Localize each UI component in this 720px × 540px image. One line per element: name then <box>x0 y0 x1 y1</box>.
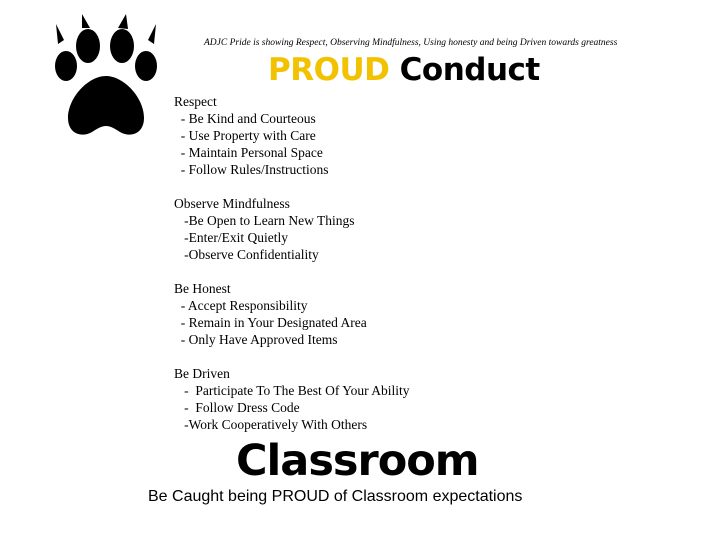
list-item: -Observe Confidentiality <box>174 247 319 262</box>
conduct-sections <box>174 93 534 450</box>
classroom-title: Classroom <box>236 436 479 486</box>
page-title <box>268 52 540 88</box>
paw-print-icon <box>52 14 160 140</box>
section-heading: Be Honest <box>174 281 231 296</box>
title-accent: PROUD <box>268 52 390 88</box>
list-item: -Enter/Exit Quietly <box>174 230 288 245</box>
section-be-driven <box>174 365 534 433</box>
list-item: - Follow Dress Code <box>174 400 300 415</box>
tagline: ADJC Pride is showing Respect, Observing Mindfulness, Using honesty and being Driven towards greatness <box>204 38 618 48</box>
list-item: - Accept Responsibility <box>174 298 308 313</box>
title-rest: Conduct <box>399 52 540 88</box>
list-item: - Participate To The Best Of Your Ability <box>174 383 410 398</box>
list-item: - Maintain Personal Space <box>174 145 323 160</box>
classroom-subtitle: Be Caught being PROUD of Classroom expectations <box>148 488 523 505</box>
section-heading: Be Driven <box>174 366 230 381</box>
list-item: - Follow Rules/Instructions <box>174 162 329 177</box>
section-be-honest <box>174 280 534 348</box>
section-heading: Observe Mindfulness <box>174 196 290 211</box>
section-respect <box>174 93 534 178</box>
list-item: - Only Have Approved Items <box>174 332 338 347</box>
list-item: -Work Cooperatively With Others <box>174 417 368 432</box>
list-item: - Be Kind and Courteous <box>174 111 316 126</box>
section-heading: Respect <box>174 94 217 109</box>
list-item: -Be Open to Learn New Things <box>174 213 355 228</box>
section-observe-mindfulness <box>174 195 534 263</box>
list-item: - Remain in Your Designated Area <box>174 315 367 330</box>
list-item: - Use Property with Care <box>174 128 316 143</box>
